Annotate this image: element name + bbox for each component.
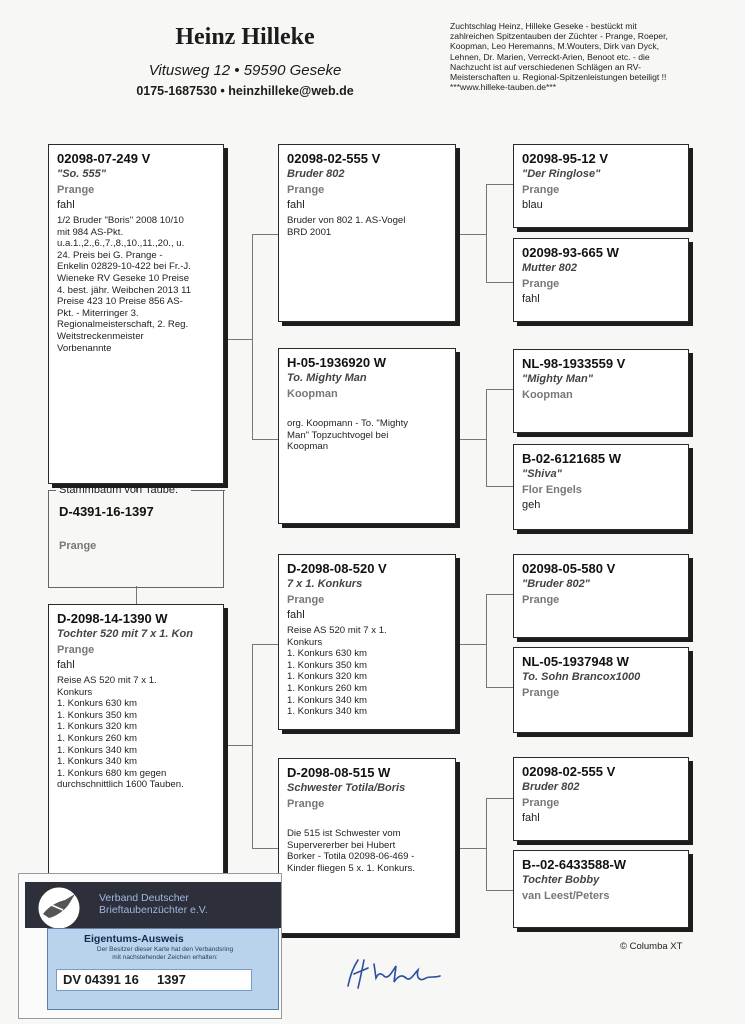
breeder-label: Prange [287, 184, 325, 196]
pigeon-logo-icon [35, 884, 83, 932]
pedigree-box-mother-mother [278, 758, 456, 934]
card-number-field [56, 969, 252, 991]
pedigree-box-fmf [513, 349, 689, 433]
pedigree-box-father-mother [278, 348, 456, 524]
ring-number: H-05-1936920 W [287, 355, 386, 370]
connector-line [486, 687, 513, 688]
subject-ring-number: D-4391-16-1397 [59, 504, 154, 519]
pigeon-name: "So. 555" [57, 168, 106, 180]
pigeon-name: "Der Ringlose" [522, 168, 601, 180]
connector-line [486, 890, 513, 891]
breeder-label: Flor Engels [522, 484, 582, 496]
connector-line [252, 234, 253, 439]
connector-line [486, 184, 487, 282]
connector-line [252, 234, 278, 235]
ring-number: 02098-02-555 V [522, 764, 616, 779]
pigeon-description: Die 515 ist Schwester vom Supervererber bei Hubert Borker - Totila 02098-06-469 - Kinder fliegen 5 x. 1. Konkurs. [287, 828, 415, 874]
connector-line [486, 798, 513, 799]
pigeon-name: Schwester Totila/Boris [287, 782, 406, 794]
connector-line [222, 339, 252, 340]
pigeon-name: Bruder 802 [522, 781, 580, 793]
pedigree-box-mother [48, 604, 224, 876]
pigeon-description: Reise AS 520 mit 7 x 1. Konkurs 1. Konkurs 630 km 1. Konkurs 350 km 1. Konkurs 320 km 1. Konkurs 260 km 1. Konkurs 340 km 1. Konkurs 340 km [287, 625, 387, 718]
breeder-label: Prange [522, 797, 560, 809]
breeder-label: Prange [522, 687, 560, 699]
breeder-label: Prange [57, 184, 95, 196]
ring-number: D-2098-14-1390 W [57, 611, 168, 626]
connector-line [456, 439, 486, 440]
pedigree-box-ffm [513, 238, 689, 322]
pigeon-name: Bruder 802 [287, 168, 345, 180]
pigeon-name: 7 x 1. Konkurs [287, 578, 363, 590]
breeder-label: Prange [287, 594, 325, 606]
copyright-label: © Columba XT [620, 941, 683, 952]
color-label: fahl [522, 293, 540, 305]
connector-line [486, 594, 487, 687]
connector-line [486, 389, 513, 390]
connector-line [252, 439, 278, 440]
pigeon-name: "Bruder 802" [522, 578, 590, 590]
ring-number: 02098-93-665 W [522, 245, 619, 260]
pigeon-name: Tochter 520 mit 7 x 1. Kon [57, 628, 193, 640]
subject-border-left-tick [48, 490, 56, 491]
pigeon-description: Reise AS 520 mit 7 x 1. Konkurs 1. Konkurs 630 km 1. Konkurs 350 km 1. Konkurs 320 km 1. Konkurs 260 km 1. Konkurs 340 km 1. Konkurs 340 km 1. Konkurs 680 km gegen durchschnittlich 1600 Tauben. [57, 675, 184, 791]
subject-box [48, 484, 224, 588]
color-label: fahl [57, 659, 75, 671]
pigeon-name: Tochter Bobby [522, 874, 600, 886]
ownership-card [18, 873, 282, 1019]
pedigree-box-mmf [513, 757, 689, 841]
breeder-label: Prange [287, 798, 325, 810]
connector-line [486, 594, 513, 595]
ring-number: B-02-6121685 W [522, 451, 621, 466]
pigeon-description: Bruder von 802 1. AS-Vogel BRD 2001 [287, 215, 406, 238]
color-label: fahl [522, 812, 540, 824]
ring-number: 02098-95-12 V [522, 151, 609, 166]
breeder-label: Prange [57, 644, 95, 656]
color-label: fahl [287, 609, 305, 621]
pedigree-box-mother-father [278, 554, 456, 730]
connector-line [486, 486, 513, 487]
subject-label: Stammbaum von Taube: [59, 484, 179, 496]
connector-line [486, 282, 513, 283]
breeder-label: Prange [522, 278, 560, 290]
card-note: Der Besitzer dieser Karte hat den Verbandsring mit nachstehender Zeichen erhalten: [96, 946, 234, 961]
connector-line [252, 644, 253, 848]
pigeon-name: To. Mighty Man [287, 372, 367, 384]
color-label: geh [522, 499, 541, 511]
pedigree-box-father-father [278, 144, 456, 322]
connector-line [486, 389, 487, 486]
connector-line [486, 184, 513, 185]
breeder-address: Vitusweg 12 • 59590 Geseke [148, 62, 342, 79]
card-title: Eigentums-Ausweis [84, 933, 184, 945]
connector-line [456, 234, 486, 235]
subject-breeder: Prange [59, 540, 97, 552]
pigeon-name: To. Sohn Brancox1000 [522, 671, 641, 683]
breeder-intro: Zuchtschlag Heinz, Hilleke Geseke - bestückt mit zahlreichen Spitzentauben der Züchter - Prange, Roeper, Koopman, Leo Heremanns, M.Wouters, Dirk van Dyck, Lehnen, Dr. Marien, Verreckt-Arien, Benoot etc. - die Nachzucht ist auf verschiedenen Schlägen an RV- Meisterschaften u. Regional-Spitzenleistungen beteiligt !! ***www.hilleke-tauben.de*** [450, 21, 668, 93]
pedigree-box-fmm [513, 444, 689, 530]
ring-number: D-2098-08-515 W [287, 765, 391, 780]
pedigree-box-fff [513, 144, 689, 228]
pigeon-name: "Mighty Man" [522, 373, 593, 385]
pigeon-name: "Shiva" [522, 468, 562, 480]
connector-line [222, 745, 252, 746]
breeder-label: Prange [522, 594, 560, 606]
color-label: fahl [287, 199, 305, 211]
pedigree-box-father [48, 144, 224, 484]
breeder-label: Koopman [522, 389, 573, 401]
signature-icon [340, 948, 450, 998]
card-org-name: Verband Deutscher Brieftaubenzüchter e.V. [99, 892, 208, 916]
pigeon-name: Mutter 802 [522, 262, 578, 274]
color-label: fahl [57, 199, 75, 211]
subject-border-right-tick [191, 490, 225, 491]
ring-number: 02098-05-580 V [522, 561, 616, 576]
ring-number: 02098-02-555 V [287, 151, 381, 166]
card-id-panel [47, 928, 279, 1010]
pedigree-box-mff [513, 554, 689, 638]
connector-line [252, 848, 278, 849]
ring-number: 02098-07-249 V [57, 151, 151, 166]
connector-line [456, 848, 486, 849]
pigeon-description: 1/2 Bruder "Boris" 2008 10/10 mit 984 AS-Pkt. u.a.1.,2.,6.,7.,8.,10.,11.,20., u. 24. Preis bei G. Prange - Enkelin 02829-10-422 bei Fr.-J. Wieneke RV Geseke 10 Preise 4. best. jähr. Weibchen 2013 11 Preise 423 10 Preise 856 AS- Pkt. - Miterringer 3. Regionalmeisterschaft, 2. Reg. Weitstreckenmeister Vorbenannte [57, 215, 192, 354]
connector-line [136, 586, 137, 604]
breeder-label: van Leest/Peters [522, 890, 610, 902]
ring-number: NL-98-1933559 V [522, 356, 626, 371]
ring-number: D-2098-08-520 V [287, 561, 387, 576]
connector-line [486, 798, 487, 890]
breeder-label: Koopman [287, 388, 338, 400]
pedigree-box-mmm [513, 850, 689, 928]
ring-number: B--02-6433588-W [522, 857, 627, 872]
breeder-contact: 0175-1687530 • heinzhilleke@web.de [136, 84, 354, 98]
breeder-name: Heinz Hilleke [175, 24, 315, 50]
pigeon-description: org. Koopmann - To. "Mighty Man" Topzuchtvogel bei Koopman [287, 418, 409, 453]
connector-line [252, 644, 278, 645]
card-number: DV 04391 16 1397 [63, 972, 186, 987]
connector-line [456, 644, 486, 645]
pedigree-box-mfm [513, 647, 689, 733]
color-label: blau [522, 199, 543, 211]
breeder-label: Prange [522, 184, 560, 196]
ring-number: NL-05-1937948 W [522, 654, 629, 669]
